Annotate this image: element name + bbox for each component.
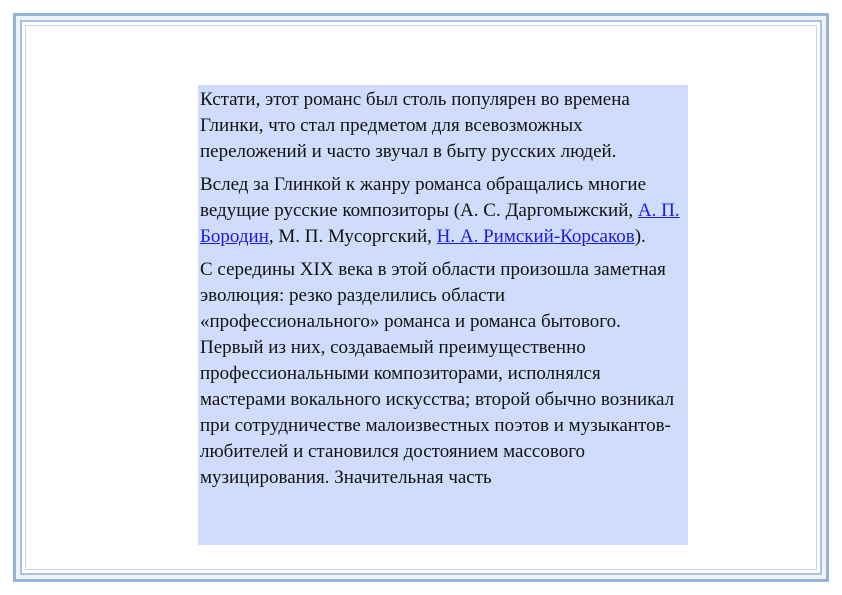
paragraph-composers [200,172,686,250]
borodin-link[interactable]: А. П. Бородин [200,200,680,247]
composers-intro-text: Вслед за Глинкой к жанру романса обращались многие ведущие русские композиторы (А. С. Даргомыжский, [200,174,647,221]
composers-middle-text: , М. П. Мусоргский, [268,226,437,247]
rimsky-korsakov-link[interactable]: Н. А. Римский-Корсаков [436,226,635,247]
slide-text-box [198,85,688,545]
composers-end-text: ). [634,226,646,247]
paragraph-glinka-popularity: Кстати, этот романс был столь популярен во времена Глинки, что стал предметом для всевозможных переложений и часто звучал в быту русских людей. [200,89,630,162]
paragraph-evolution: С середины XIX века в этой области произошла заметная эволюция: резко разделились области «профессионального» романса и романса бытового. Первый из них, создаваемый преимущественно профессиональными композиторами, исполнялся мастерами вокального искусства; второй обычно возникал при сотрудничестве малоизвестных поэтов и музыкантов-любителей и становился достоянием массового музицирования. Значительная часть [200,259,675,488]
